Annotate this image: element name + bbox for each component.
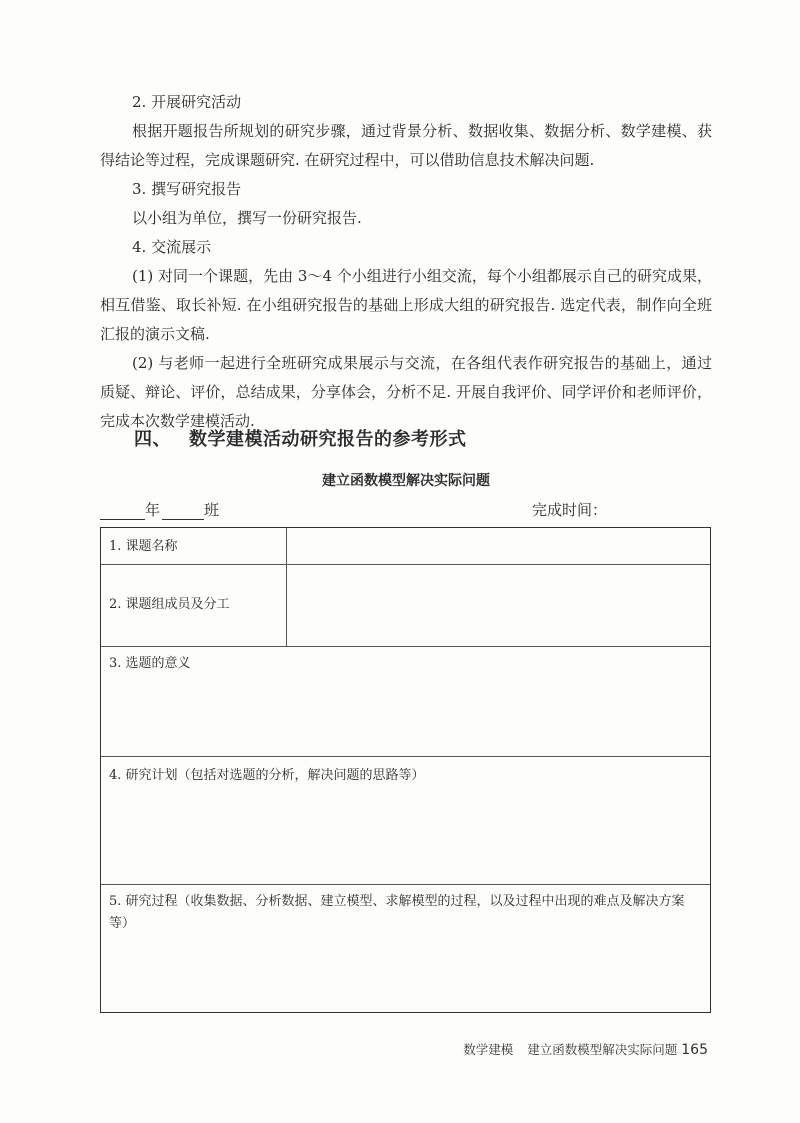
form-row-plan [101,757,710,885]
section-heading [134,425,467,451]
class-label: 班 [204,501,220,519]
row-label: 4. 研究计划（包括对选题的分析，解决问题的思路等） [109,768,425,783]
form-row-process [101,885,710,1012]
footer-chapter: 数学建模 [463,1042,514,1057]
form-title: 建立函数模型解决实际问题 [322,473,490,489]
form-row-members [101,565,710,647]
row-label: 3. 选题的意义 [109,656,191,671]
year-label: 年 [145,501,161,519]
page-number: 165 [681,1042,708,1058]
year-blank[interactable] [100,502,145,520]
finish-time-label: 完成时间： [532,501,608,519]
year-class-line [100,499,219,520]
form-row-topic [101,528,710,565]
section-4-para-1: (1) 对同一个课题，先由 3～4 个小组进行小组交流，每个小组都展示自己的研究成果，相互借鉴、取长补短. 在小组研究报告的基础上形成大组的研究报告. 选定代表，制作向全班汇报的演示文稿. [100,267,712,343]
cell-divider [286,528,287,564]
section-2-body: 根据开题报告所规划的研究步骤，通过背景分析、数据收集、数据分析、数学建模、获得结论等过程，完成课题研究. 在研究过程中，可以借助信息技术解决问题. [100,122,712,169]
heading-text: 数学建模活动研究报告的参考形式 [189,429,467,450]
section-4-title: 4. 交流展示 [132,238,212,256]
heading-number: 四、 [134,429,171,450]
cell-divider [286,565,287,646]
row-label: 1. 课题名称 [109,539,178,554]
row-label: 2. 课题组成员及分工 [109,597,230,612]
footer-topic: 建立函数模型解决实际问题 [527,1042,678,1057]
form-row-significance [101,647,710,757]
section-4-para-2: (2) 与老师一起进行全班研究成果展示与交流，在各组代表作研究报告的基础上，通过质疑、辩论、评价，总结成果，分享体会，分析不足. 开展自我评价、同学评价和老师评价，完成本次数学建模活动. [100,354,712,430]
class-blank[interactable] [162,502,204,520]
section-3-body: 以小组为单位，撰写一份研究报告. [132,209,362,227]
report-form [100,527,711,1013]
page-footer [463,1040,708,1058]
section-2-title: 2. 开展研究活动 [132,93,242,111]
section-3-title: 3. 撰写研究报告 [132,180,242,198]
row-label: 5. 研究过程（收集数据、分析数据、建立模型、求解模型的过程，以及过程中出现的难点及解决方案等） [109,894,685,931]
